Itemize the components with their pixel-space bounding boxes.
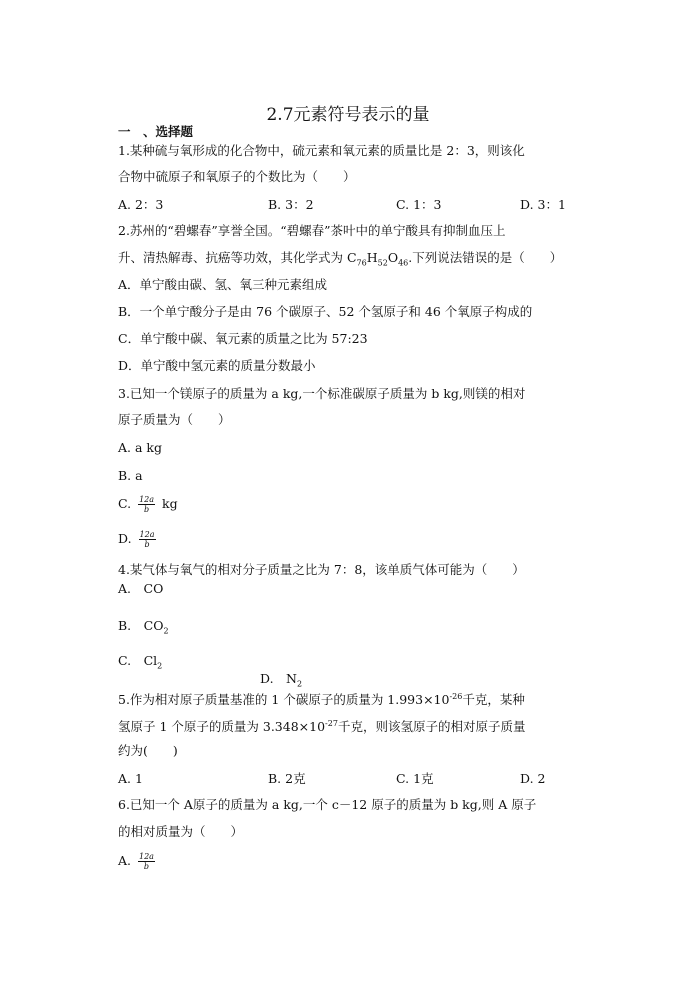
q6-option-a-fraction: $\frac{12a}{b}$ — [139, 852, 154, 871]
q6-line1: 6.已知一个 A原子的质量为 a kg,一个 c－12 原子的质量为 b kg,则 A 原子 — [118, 797, 537, 812]
q5-option-b: B. 2克 — [268, 771, 306, 786]
q5-line1: 5.作为相对原子质量基准的 1 个碳原子的质量为 $1.993\times 10^{-26}$千克，某种 — [118, 692, 525, 708]
q2-option-a: A．单宁酸由碳、氢、氧三种元素组成 — [118, 277, 328, 292]
q4-line1: 4.某气体与氧气的相对分子质量之比为 7：8，该单质气体可能为（ ） — [118, 562, 525, 577]
q3-option-c: C. $\frac{12a}{b}$ kg — [118, 495, 178, 514]
q6-option-a: A. $\frac{12a}{b}$ — [118, 852, 154, 871]
q1-line2: 合物中硫原子和氧原子的个数比为（ ） — [118, 169, 356, 184]
q3-option-c-fraction: $\frac{12a}{b}$ — [139, 495, 155, 514]
q1-option-d: D. 3：1 — [520, 197, 566, 212]
q3-line1: 3.已知一个镁原子的质量为 a kg,一个标准碳原子质量为 b kg,则镁的相对 — [118, 386, 526, 401]
q3-option-a: A. a kg — [118, 440, 162, 455]
q5-option-c: C. 1克 — [396, 771, 434, 786]
q1-option-b: B. 3：2 — [268, 197, 314, 212]
q2-line2: 升、清热解毒、抗癌等功效，其化学式为 $C_{76}H_{52}O_{46}$.下列说法错误的是（ ） — [118, 250, 563, 268]
q1-option-c: C. 1：3 — [396, 197, 442, 212]
q2-option-b: B．一个单宁酸分子是由 76 个碳原子、52 个氢原子和 46 个氧原子构成的 — [118, 304, 533, 319]
q3-line2: 原子质量为（ ） — [118, 412, 231, 427]
q4-option-a: A. CO — [118, 581, 164, 596]
q4-option-b: B. $CO_2$ — [118, 618, 169, 636]
q6-line2: 的相对质量为（ ） — [118, 824, 244, 839]
q5-line2: 氢原子 1 个原子的质量为 $3.348\times 10^{-27}$千克，则该氢原子的相对原子质量 — [118, 719, 526, 735]
page-title: 2.7元素符号表示的量 — [266, 105, 430, 125]
q2-option-c: C．单宁酸中碳、氧元素的质量之比为 57:23 — [118, 331, 368, 346]
q3-option-d-fraction: $\frac{12a}{b}$ — [139, 530, 155, 549]
q2-line1: 2.苏州的“碧螺春”享誉全国。“碧螺春”茶叶中的单宁酸具有抑制血压上 — [118, 223, 506, 238]
q3-option-d: D. $\frac{12a}{b}$ — [118, 530, 155, 549]
q1-line1: 1.某种硫与氧形成的化合物中，硫元素和氧元素的质量比是 2：3，则该化 — [118, 143, 525, 158]
q5-option-a: A. 1 — [118, 771, 143, 786]
q2-option-d: D．单宁酸中氢元素的质量分数最小 — [118, 358, 316, 373]
q5-line3: 约为( ) — [118, 743, 178, 758]
q4-option-d: D. $N_2$ — [260, 671, 303, 689]
q3-option-b: B. a — [118, 468, 143, 483]
q5-option-d: D. 2 — [520, 771, 546, 786]
q1-option-a: A. 2：3 — [118, 197, 164, 212]
q4-option-c: C. $Cl_2$ — [118, 653, 163, 671]
section-heading: 一 、选择题 — [118, 124, 194, 139]
